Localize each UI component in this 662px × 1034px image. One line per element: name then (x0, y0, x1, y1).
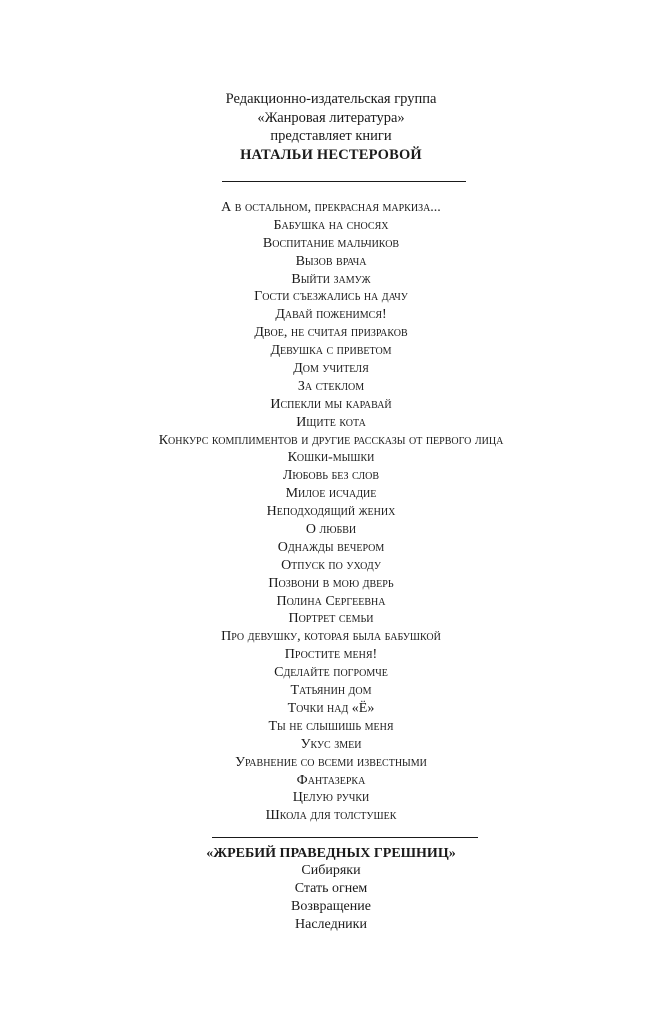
book-title: Простите меня! (284, 647, 378, 663)
book-title: За стеклом (297, 378, 365, 394)
book-title: Милое исчадие (285, 486, 377, 502)
series-book-title: Наследники (295, 917, 367, 932)
book-title: Кошки-мышки (287, 450, 375, 466)
book-title: А в остальном, прекрасная маркиза... (221, 200, 441, 215)
book-title: Отпуск по уходу (281, 557, 381, 573)
book-title: Портрет семьи (288, 611, 374, 627)
top-divider (222, 181, 466, 182)
book-title: Фантазерка (296, 772, 366, 788)
book-title: Конкурс комплиментов и другие рассказы от первого лица (158, 432, 504, 448)
book-title: Двое, не считая призраков (254, 325, 408, 341)
publisher-line: Редакционно-издательская группа (225, 91, 437, 107)
publisher-group-name: «Жанровая литература» (257, 109, 405, 126)
book-title: Татьянин дом (290, 683, 372, 699)
publisher-header (0, 90, 662, 164)
book-title: Бабушка на сносях (273, 217, 389, 233)
book-title: Укус змеи (300, 736, 362, 752)
book-title: Целую ручки (292, 790, 370, 806)
series-book-title: Сибиряки (301, 863, 361, 878)
book-title: Воспитание мальчиков (262, 235, 400, 251)
book-title: Любовь без слов (282, 468, 380, 484)
book-title: Выйти замуж (291, 271, 371, 287)
book-title: Школа для толстушек (265, 808, 397, 824)
book-title: Позвони в мою дверь (268, 575, 394, 591)
series-book-title: Возвращение (291, 899, 371, 914)
book-title: Точки над «Ё» (287, 700, 375, 716)
book-title: Давай поженимся! (275, 307, 387, 323)
series-divider (212, 837, 478, 838)
book-title: Вызов врача (295, 253, 367, 269)
book-title: Ты не слышишь меня (268, 718, 394, 734)
book-titles-list (0, 199, 662, 825)
series-books-list (0, 862, 662, 934)
book-title: Дом учителя (293, 361, 369, 377)
book-title: О любви (305, 522, 357, 538)
presents-line: представляет книги (270, 128, 392, 144)
book-title: Про девушку, которая была бабушкой (221, 629, 441, 645)
author-name: НАТАЛЬИ НЕСТЕРОВОЙ (240, 146, 422, 163)
series-book-title: Стать огнем (294, 881, 368, 896)
book-title: Испекли мы каравай (270, 396, 392, 412)
book-title: Неподходящий жених (266, 504, 396, 520)
book-title: Однажды вечером (277, 539, 385, 555)
book-title: Уравнение со всеми известными (235, 754, 427, 770)
book-title: Гости съезжались на дачу (254, 289, 408, 305)
book-title: Сделайте погромче (274, 665, 388, 681)
book-title: Полина Сергеевна (276, 593, 386, 609)
book-title: Девушка с приветом (270, 343, 392, 359)
series-title: «ЖРЕБИЙ ПРАВЕДНЫХ ГРЕШНИЦ» (206, 846, 456, 861)
book-title: Ищите кота (296, 414, 366, 430)
